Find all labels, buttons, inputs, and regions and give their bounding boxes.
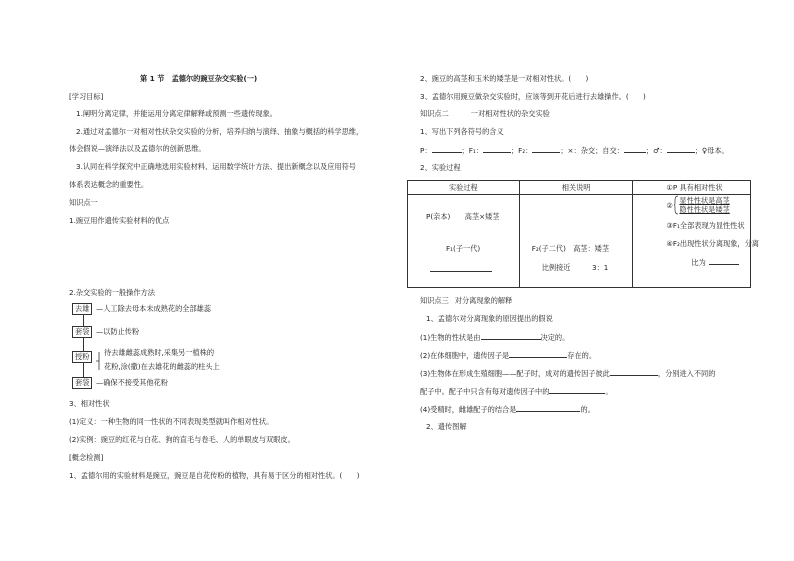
- cross-method-heading: 2.杂交实验的一般操作方法: [69, 288, 155, 297]
- experiment-process-heading: 2、实验过程: [420, 163, 461, 172]
- goal-1: 1.阐明分离定律，并能运用分离定律解释或预测一些遗传现象。: [76, 109, 277, 118]
- goal-3: 3.认同在科学探究中正确地选用实验材料、运用数学统计方法、提出新概念以及应用符号: [76, 162, 356, 171]
- blank-h2[interactable]: [509, 350, 567, 358]
- ratio-label: 比例接近 3：1: [541, 263, 609, 272]
- pea-advantages-heading: 1.豌豆用作遗传实验材料的优点: [69, 216, 170, 225]
- goal-2-cont: 体会假说—演绎法以及孟德尔的创新思维。: [69, 144, 206, 153]
- note-1: ①P 具有相对性状: [666, 183, 723, 192]
- blank-f1-result[interactable]: [430, 271, 492, 272]
- learning-goals-heading: [学习目标]: [69, 92, 104, 101]
- note-3: ③F₁全部表现为显性性状: [666, 221, 745, 230]
- notes-cell: [519, 195, 633, 288]
- hypothesis-1: (1)生物的性状是由 决定的。: [420, 333, 570, 342]
- step-emasculation-text: —人工除去母本未成熟花的全部雄蕊: [96, 304, 212, 313]
- note-4: ④F₂出现性状分离现象，分离: [666, 239, 759, 248]
- process-cell: [408, 195, 520, 288]
- note-2-dominant: 显性性状是高茎: [679, 196, 730, 205]
- hypothesis-4: (4)受精时，雌雄配子的结合是 的。: [420, 405, 595, 414]
- knowledge-point-2-label: 知识点二: [420, 109, 449, 118]
- step-pollination-text-2: 花粉,涂(撒)在去雄花的雌蕊的柱头上: [104, 362, 220, 371]
- knowledge-point-2: [420, 109, 550, 118]
- relative-traits-heading: 3、相对性状: [69, 399, 110, 408]
- note-2-marker: ②: [666, 201, 673, 210]
- blank-f2[interactable]: [532, 145, 560, 153]
- question-1: 1、孟德尔用的实验材料是豌豆，豌豆是自花传粉的植物，具有易于区分的相对性状。( ): [69, 471, 360, 480]
- step-pollination-box: 授粉: [72, 351, 92, 363]
- knowledge-point-3-label: 知识点三: [420, 296, 449, 305]
- blank-male[interactable]: [667, 145, 695, 153]
- question-2: 2、豌豆的高茎和玉米的矮茎是一对相对性状。( ): [420, 74, 589, 83]
- goal-3-cont: 体系表达概念的重要性。: [69, 180, 149, 189]
- question-3: 3、孟德尔用豌豆做杂交实验时，应该等到开花后进行去雄操作。( ): [420, 92, 646, 101]
- concept-check-heading: [概念检测]: [69, 453, 104, 462]
- blank-h1[interactable]: [481, 332, 541, 340]
- step-bagging-text: —以防止传粉: [96, 327, 140, 336]
- note-5-ratio: 比为: [691, 257, 738, 267]
- relative-traits-example: (2)实例：豌豆的红花与白花、狗的直毛与卷毛、人的单眼皮与双眼皮。: [69, 435, 295, 444]
- flow-connector: [83, 338, 84, 351]
- blank-selfing[interactable]: [624, 145, 646, 153]
- hypothesis-heading: 1、孟德尔对分离现象的原因提出的假说: [426, 314, 553, 323]
- blank-h3a[interactable]: [610, 368, 658, 376]
- parents-cross: P(亲本) 高茎×矮茎: [426, 212, 500, 221]
- note-2-recessive: 隐性性状是矮茎: [679, 205, 730, 214]
- goal-2: 2.通过对孟德尔一对相对性状杂交实验的分析，培养归纳与演绎、抽象与概括的科学思维，: [76, 127, 364, 136]
- symbols-heading: 1、写出下列各符号的含义: [420, 127, 504, 136]
- blank-p[interactable]: [432, 145, 462, 153]
- hypothesis-2: (2)在体细胞中，遗传因子是 存在的。: [420, 351, 597, 360]
- page-title: 第 1 节 孟德尔的豌豆杂交实验(一): [140, 74, 258, 83]
- step-rebagging-text: —确保不接受其他花粉: [96, 378, 168, 387]
- knowledge-point-3: [420, 296, 512, 305]
- brace-icon: [96, 350, 104, 372]
- table-header-notes: 相关说明: [519, 181, 633, 195]
- relative-traits-definition: (1)定义：一种生物的同一性状的不同表现类型就叫作相对性状。: [69, 417, 274, 426]
- summary-cell: [633, 183, 759, 288]
- blank-h3b[interactable]: [549, 386, 605, 394]
- step-rebagging-box: 套袋: [72, 377, 92, 389]
- table-header-process: 实验过程: [408, 181, 520, 195]
- experiment-table: [407, 180, 759, 288]
- step-emasculation-box: 去雄: [72, 303, 92, 315]
- symbols-line: P： ；F₁： ；F₂： ；×：杂交；自交： ；♂： ；♀母本。: [420, 146, 729, 155]
- f1-label: F₁(子一代): [446, 244, 481, 253]
- hypothesis-3-cont: 配子中。配子中只含有每对遗传因子中的 。: [420, 387, 613, 396]
- knowledge-point-2-title: 一对相对性状的杂交实验: [470, 109, 550, 118]
- step-pollination-text-1: 待去雄雌蕊成熟时,采集另一植株的: [104, 348, 215, 357]
- genetic-diagram-heading: 2、遗传图解: [426, 422, 467, 431]
- knowledge-point-3-title: 对分离现象的解释: [454, 296, 513, 305]
- flow-connector: [83, 315, 84, 326]
- blank-f1[interactable]: [483, 145, 511, 153]
- step-bagging-box: 套袋: [72, 326, 92, 338]
- knowledge-point-1: 知识点一: [69, 198, 98, 207]
- blank-ratio[interactable]: [709, 257, 739, 265]
- hypothesis-3: (3)生物体在形成生殖细胞——配子时，成对的遗传因子彼此 ，分别进入不同的: [420, 369, 716, 378]
- blank-h4[interactable]: [516, 404, 580, 412]
- f2-label: F₂(子二代) 高茎：矮茎: [531, 244, 610, 253]
- flow-connector: [83, 363, 84, 377]
